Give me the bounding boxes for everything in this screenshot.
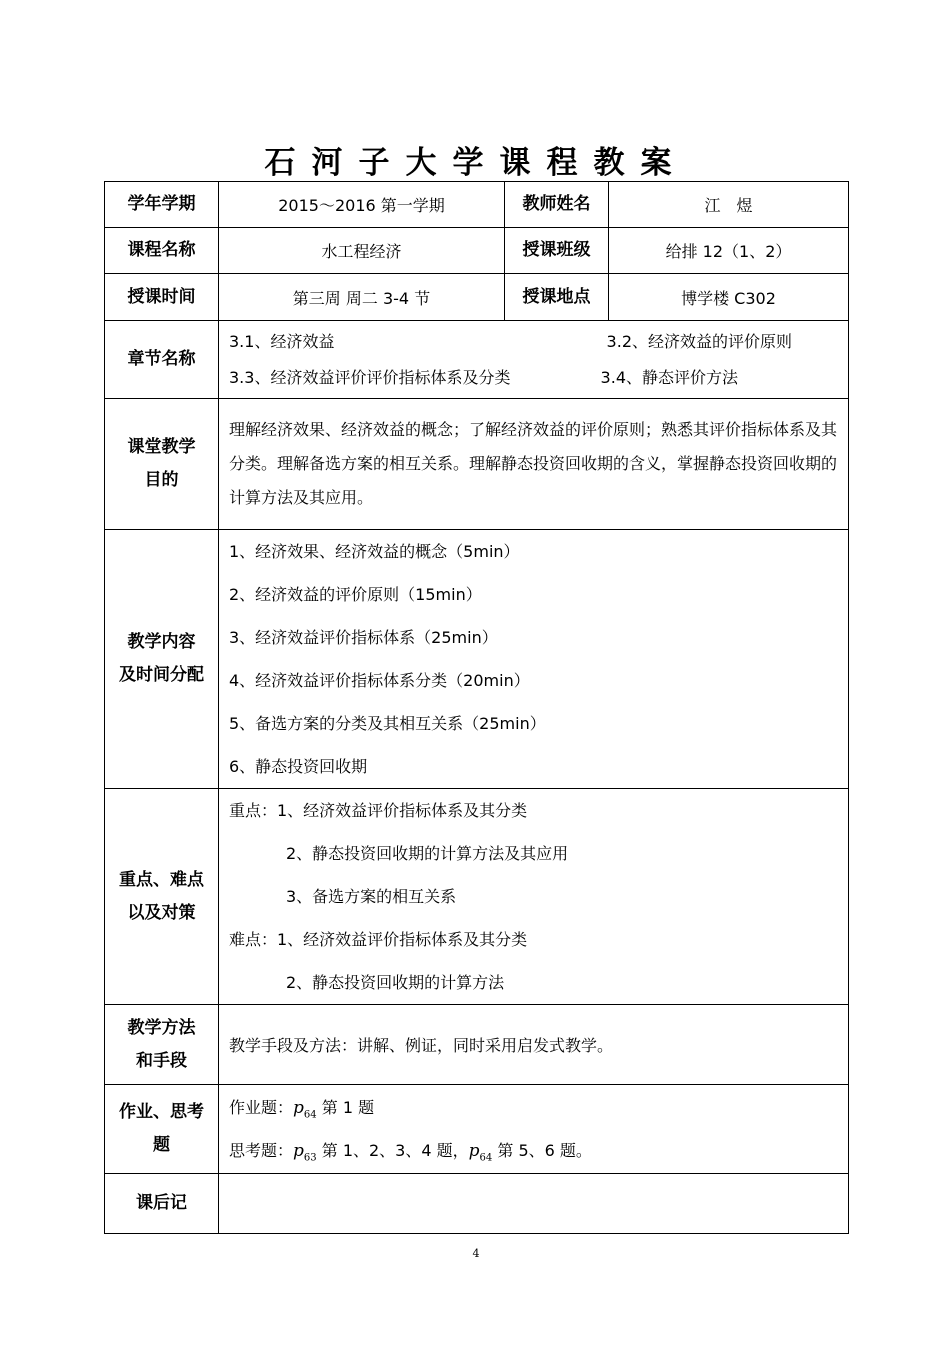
- class-value: 给排 12（1、2）: [609, 228, 849, 274]
- difficulty-item: 难点：1、经济效益评价指标体系及其分类: [229, 930, 528, 949]
- term-value: 2015～2016 第一学期: [219, 182, 505, 228]
- page-title: 石河子大学课程教案: [264, 145, 688, 181]
- methods-text: 教学手段及方法：讲解、例证，同时采用启发式教学。: [219, 1005, 849, 1085]
- list-item: 1、经济效果、经济效益的概念（5min）: [229, 542, 520, 561]
- methods-row: [105, 1005, 849, 1085]
- homework-row: [105, 1085, 849, 1174]
- page-number: 4: [472, 1247, 480, 1260]
- chapter-item: 3.3、经济效益评价评价指标体系及分类: [229, 367, 511, 387]
- teacher-label: 教师姓名: [505, 182, 609, 228]
- list-item: 4、经济效益评价指标体系分类（20min）: [229, 671, 530, 690]
- course-value: 水工程经济: [219, 228, 505, 274]
- chapters-row: [105, 321, 849, 399]
- term-row: [105, 182, 849, 228]
- focus-item: 2、静态投资回收期的计算方法及其应用: [286, 844, 569, 863]
- term-label: 学年学期: [105, 182, 219, 228]
- homework-line: 作业题：$p_{64}$ 第 1 题: [229, 1098, 375, 1121]
- list-item: 3、经济效益评价指标体系（25min）: [229, 628, 498, 647]
- chapters-label: 章节名称: [105, 321, 219, 399]
- homework-cell: [219, 1085, 849, 1174]
- postscript-row: [105, 1174, 849, 1234]
- chapter-item: 3.4、静态评价方法: [600, 367, 738, 387]
- list-item: 5、备选方案的分类及其相互关系（25min）: [229, 714, 546, 733]
- methods-label: 教学方法 和手段: [105, 1005, 219, 1085]
- course-label: 课程名称: [105, 228, 219, 274]
- class-label: 授课班级: [505, 228, 609, 274]
- place-value: 博学楼 C302: [609, 274, 849, 321]
- content-label: 教学内容 及时间分配: [105, 530, 219, 789]
- content-row: [105, 530, 849, 789]
- postscript-text: [219, 1174, 849, 1234]
- difficulty-item: 2、静态投资回收期的计算方法: [286, 973, 505, 992]
- postscript-label: 课后记: [105, 1174, 219, 1234]
- focus-item: 3、备选方案的相互关系: [286, 887, 457, 906]
- list-item: 2、经济效益的评价原则（15min）: [229, 585, 482, 604]
- objectives-text: 理解经济效果、经济效益的概念；了解经济效益的评价原则；熟悉其评价指标体系及其分类。理解备选方案的相互关系。理解静态投资回收期的含义，掌握静态投资回收期的计算方法及其应用。: [219, 399, 849, 530]
- focus-item: 重点：1、经济效益评价指标体系及其分类: [229, 801, 528, 820]
- thinking-line: 思考题：$p_{63}$ 第 1、2、3、4 题，$p_{64}$ 第 5、6 题。: [229, 1141, 592, 1164]
- keypoints-label: 重点、难点 以及对策: [105, 789, 219, 1005]
- objectives-label: 课堂教学 目的: [105, 399, 219, 530]
- time-row: [105, 274, 849, 321]
- homework-label: 作业、思考 题: [105, 1085, 219, 1174]
- place-label: 授课地点: [505, 274, 609, 321]
- lesson-plan-table: [104, 181, 849, 1234]
- time-value: 第三周 周二 3-4 节: [219, 274, 505, 321]
- chapter-item: 3.1、经济效益: [229, 331, 335, 351]
- objectives-row: [105, 399, 849, 530]
- teacher-value: 江 煜: [609, 182, 849, 228]
- course-row: [105, 228, 849, 274]
- keypoints-row: [105, 789, 849, 1005]
- time-label: 授课时间: [105, 274, 219, 321]
- chapter-item: 3.2、经济效益的评价原则: [606, 331, 792, 351]
- list-item: 6、静态投资回收期: [229, 757, 368, 776]
- keypoints-list: [219, 789, 849, 1005]
- content-list: [219, 530, 849, 789]
- chapters-cell: [219, 321, 849, 399]
